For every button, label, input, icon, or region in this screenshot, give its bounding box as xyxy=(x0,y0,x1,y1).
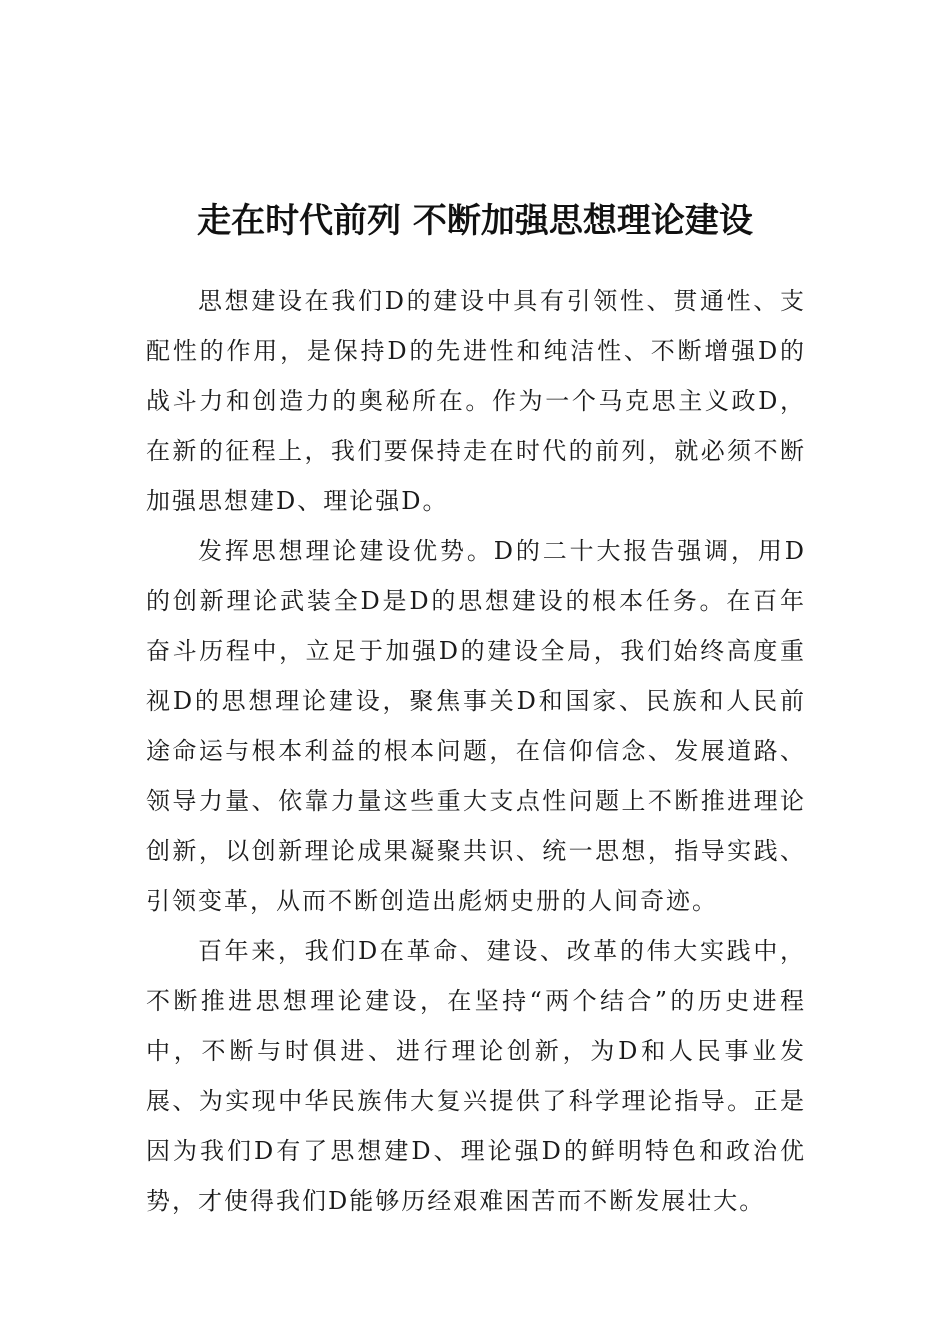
paragraph-2: 发挥思想理论建设优势。D的二十大报告强调，用D的创新理论武装全D是D的思想建设的根本任务。在百年奋斗历程中，立足于加强D的建设全局，我们始终高度重视D的思想理论建设，聚焦事关D和国家、民族和人民前途命运与根本利益的根本问题，在信仰信念、发展道路、领导力量、依靠力量这些重大支点性问题上不断推进理论创新，以创新理论成果凝聚共识、统一思想，指导实践、引领变革，从而不断创造出彪炳史册的人间奇迹。 xyxy=(146,537,806,915)
paragraph-3: 百年来，我们D在革命、建设、改革的伟大实践中，不断推进思想理论建设，在坚持“两个结合”的历史进程中，不断与时俱进、进行理论创新，为D和人民事业发展、为实现中华民族伟大复兴提供了科学理论指导。正是因为我们D有了思想建D、理论强D的鲜明特色和政治优势，才使得我们D能够历经艰难困苦而不断发展壮大。 xyxy=(146,937,806,1215)
document-body xyxy=(146,276,806,1226)
document-title: 走在时代前列 不断加强思想理论建设 xyxy=(197,200,753,241)
paragraph-1: 思想建设在我们D的建设中具有引领性、贯通性、支配性的作用，是保持D的先进性和纯洁性、不断增强D的战斗力和创造力的奥秘所在。作为一个马克思主义政D，在新的征程上，我们要保持走在时代的前列，就必须不断加强思想建D、理论强D。 xyxy=(146,287,806,515)
